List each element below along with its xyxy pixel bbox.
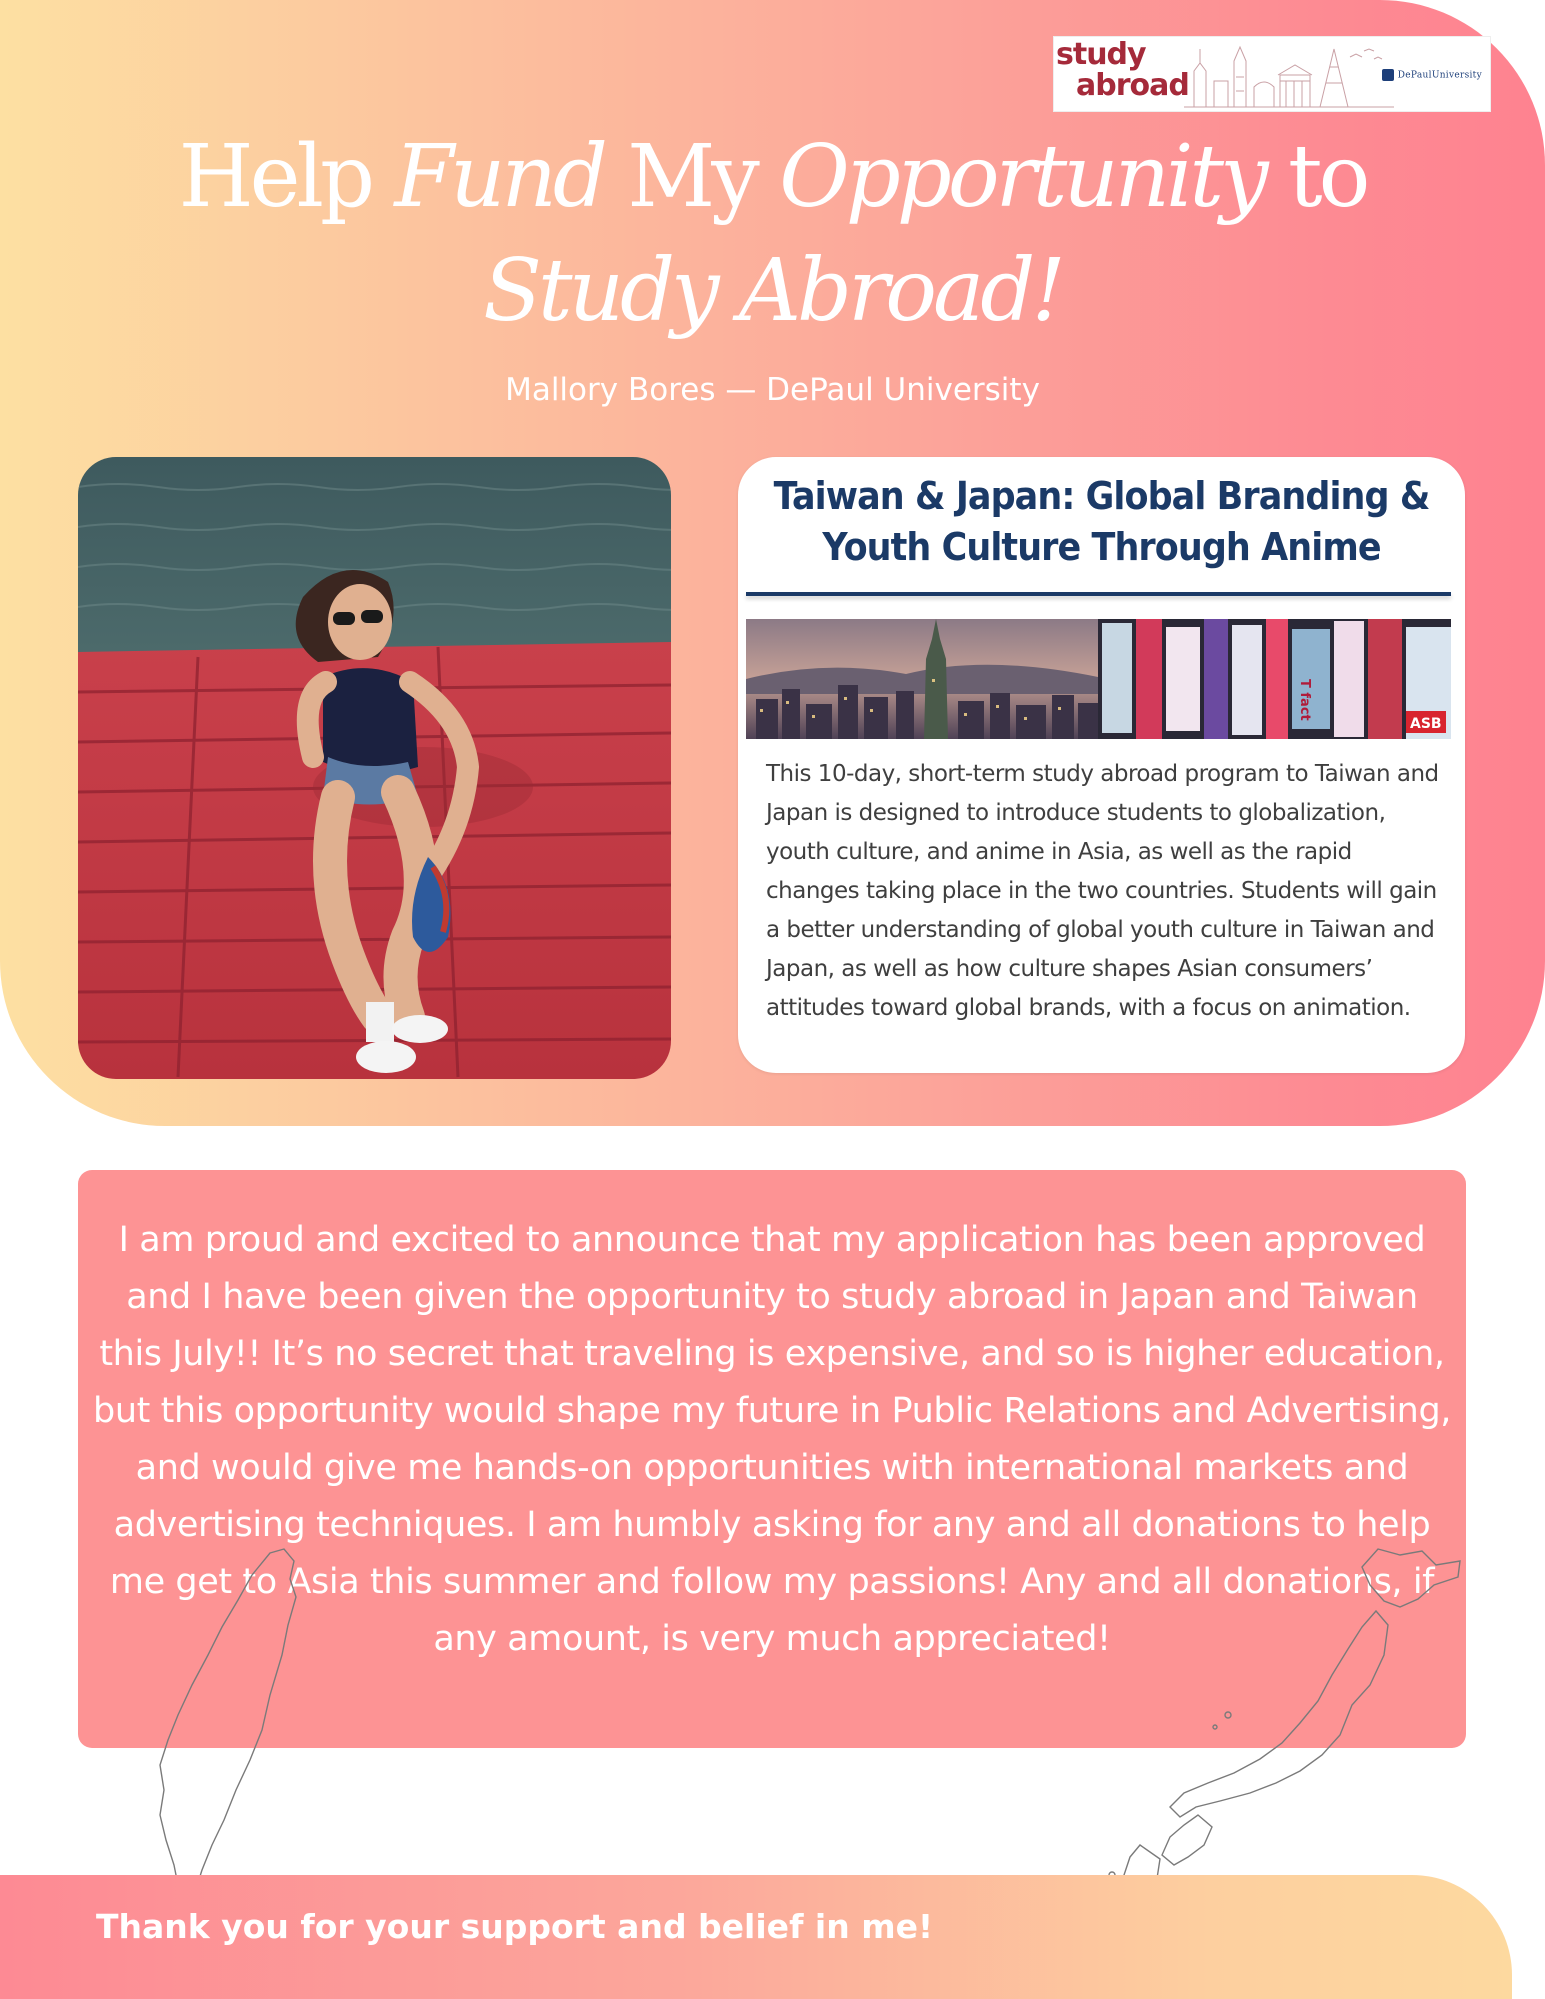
title-part-study-abroad: Study Abroad! <box>483 241 1062 341</box>
banner-sign-tfact: T fact <box>1297 679 1312 721</box>
depaul-seal-icon <box>1382 69 1394 81</box>
logo-study-word: study <box>1056 37 1146 72</box>
title-part-fund: Fund <box>394 127 604 227</box>
footer-thank-you-text: Thank you for your support and belief in me! <box>96 1907 934 1946</box>
city-skyline-sketch-icon <box>1184 41 1394 109</box>
student-photo-illustration <box>78 457 671 1079</box>
banner-sign-asb: ASB <box>1410 716 1442 732</box>
title-part-opportunity: Opportunity <box>779 127 1265 227</box>
page-subtitle: Mallory Bores — DePaul University <box>505 372 1040 408</box>
study-abroad-logo <box>1053 36 1491 112</box>
taipei-tokyo-banner <box>746 619 1451 739</box>
student-photo <box>78 457 671 1079</box>
university-name: DePaulUniversity <box>1397 70 1482 81</box>
donation-message-text: I am proud and excited to announce that my application has been approved and I have been given the opportunity to study abroad in Japan and Taiwan this July!! It’s no secret that traveling is expensive, and so is higher education, but this opportunity would shape my future in Public Relations and Advertising, and would give me hands-on opportunities with international markets and advertising techniques. I am humbly asking for any and all donations to help me get to Asia this summer and follow my passions! Any and all donations, if any amount, is very much appreciated! <box>93 1220 1451 1659</box>
title-part-my: My <box>603 127 780 227</box>
program-title-divider <box>746 592 1451 596</box>
logo-abroad-word: abroad <box>1076 68 1189 103</box>
title-part-help: Help <box>178 127 395 227</box>
program-info-card <box>738 457 1465 1073</box>
title-part-to: to <box>1264 127 1367 227</box>
footer-banner <box>0 1875 1512 1999</box>
program-description: This 10-day, short-term study abroad program to Taiwan and Japan is designed to introduce students to globalization, youth culture, and anime in Asia, as well as the rapid changes taking place in the two countries. Students will gain a better understanding of global youth culture in Taiwan and Japan, as well as how culture shapes Asian consumers’ attitudes toward global brands, with a focus on animation. <box>766 761 1439 1021</box>
page-title <box>0 120 1545 348</box>
donation-message-box <box>78 1170 1466 1748</box>
program-title-line2: Youth Culture Through Anime <box>822 525 1381 569</box>
program-title <box>767 471 1436 573</box>
program-title-line1: Taiwan & Japan: Global Branding & <box>773 474 1430 518</box>
depaul-university-logo <box>1382 69 1482 81</box>
